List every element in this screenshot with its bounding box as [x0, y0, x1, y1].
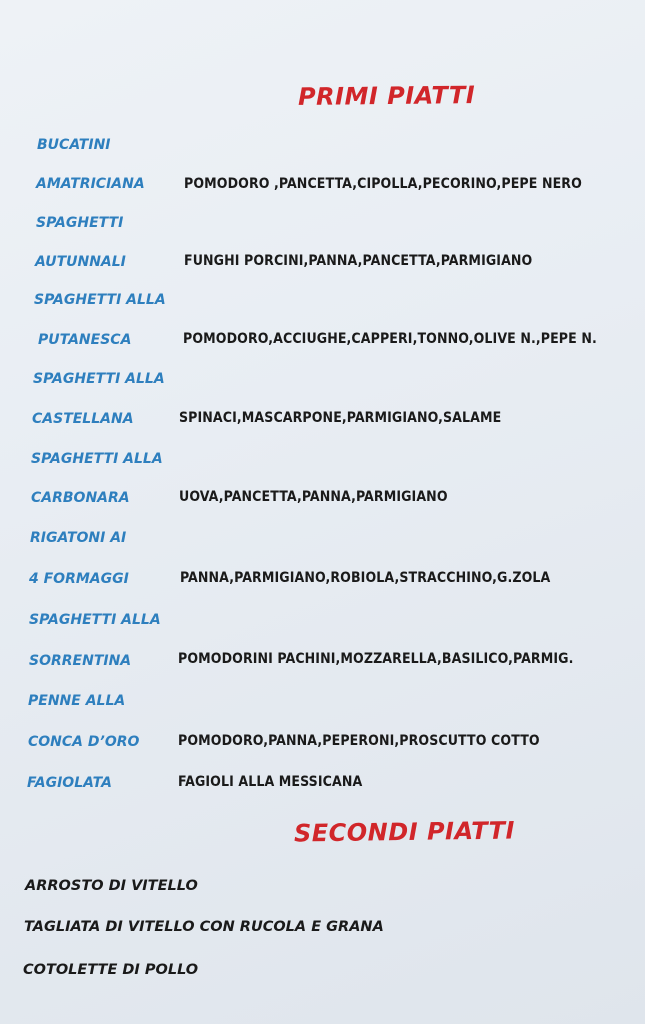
ingredients-text: PANNA,PARMIGIANO,ROBIOLA,STRACCHINO,G.ZOLA [180, 570, 551, 586]
ingredients-text: POMODORO,PANNA,PEPERONI,PROSCUTTO COTTO [178, 733, 540, 749]
secondi-item: TAGLIATA DI VITELLO CON RUCOLA E GRANA [24, 919, 384, 935]
dish-label: SORRENTINA [29, 653, 132, 669]
dish-label: AUTUNNALI [35, 254, 126, 270]
ingredients-text: POMODORO,ACCIUGHE,CAPPERI,TONNO,OLIVE N.,PEPE N. [183, 331, 597, 347]
dish-label: AMATRICIANA [36, 176, 145, 192]
ingredients-text: POMODORO ,PANCETTA,CIPOLLA,PECORINO,PEPE NERO [184, 176, 582, 192]
ingredients-text: UOVA,PANCETTA,PANNA,PARMIGIANO [179, 489, 448, 505]
dish-label: SPAGHETTI ALLA [34, 292, 166, 308]
dish-label: FAGIOLATA [27, 775, 112, 791]
dish-label: CASTELLANA [32, 411, 134, 427]
dish-label: BUCATINI [37, 137, 111, 153]
ingredients-text: POMODORINI PACHINI,MOZZARELLA,BASILICO,PARMIG. [178, 651, 574, 667]
dish-label: SPAGHETTI ALLA [31, 451, 163, 467]
secondi-piatti-heading: SECONDI PIATTI [293, 816, 516, 848]
dish-label: PUTANESCA [38, 332, 132, 348]
ingredients-text: SPINACI,MASCARPONE,PARMIGIANO,SALAME [179, 410, 502, 426]
dish-label: SPAGHETTI ALLA [29, 612, 161, 628]
dish-label: SPAGHETTI [36, 215, 124, 231]
dish-label: 4 FORMAGGI [29, 571, 129, 587]
dish-label: PENNE ALLA [28, 693, 126, 709]
secondi-item: COTOLETTE DI POLLO [23, 962, 199, 978]
ingredients-text: FUNGHI PORCINI,PANNA,PANCETTA,PARMIGIANO [184, 253, 533, 269]
dish-label: SPAGHETTI ALLA [33, 371, 165, 387]
dish-label: RIGATONI AI [30, 530, 127, 546]
dish-label: CONCA D’ORO [28, 734, 140, 750]
primi-piatti-heading: PRIMI PIATTI [297, 81, 476, 111]
dish-label: CARBONARA [31, 490, 130, 506]
secondi-item: ARROSTO DI VITELLO [25, 878, 198, 894]
ingredients-text: FAGIOLI ALLA MESSICANA [178, 774, 363, 790]
